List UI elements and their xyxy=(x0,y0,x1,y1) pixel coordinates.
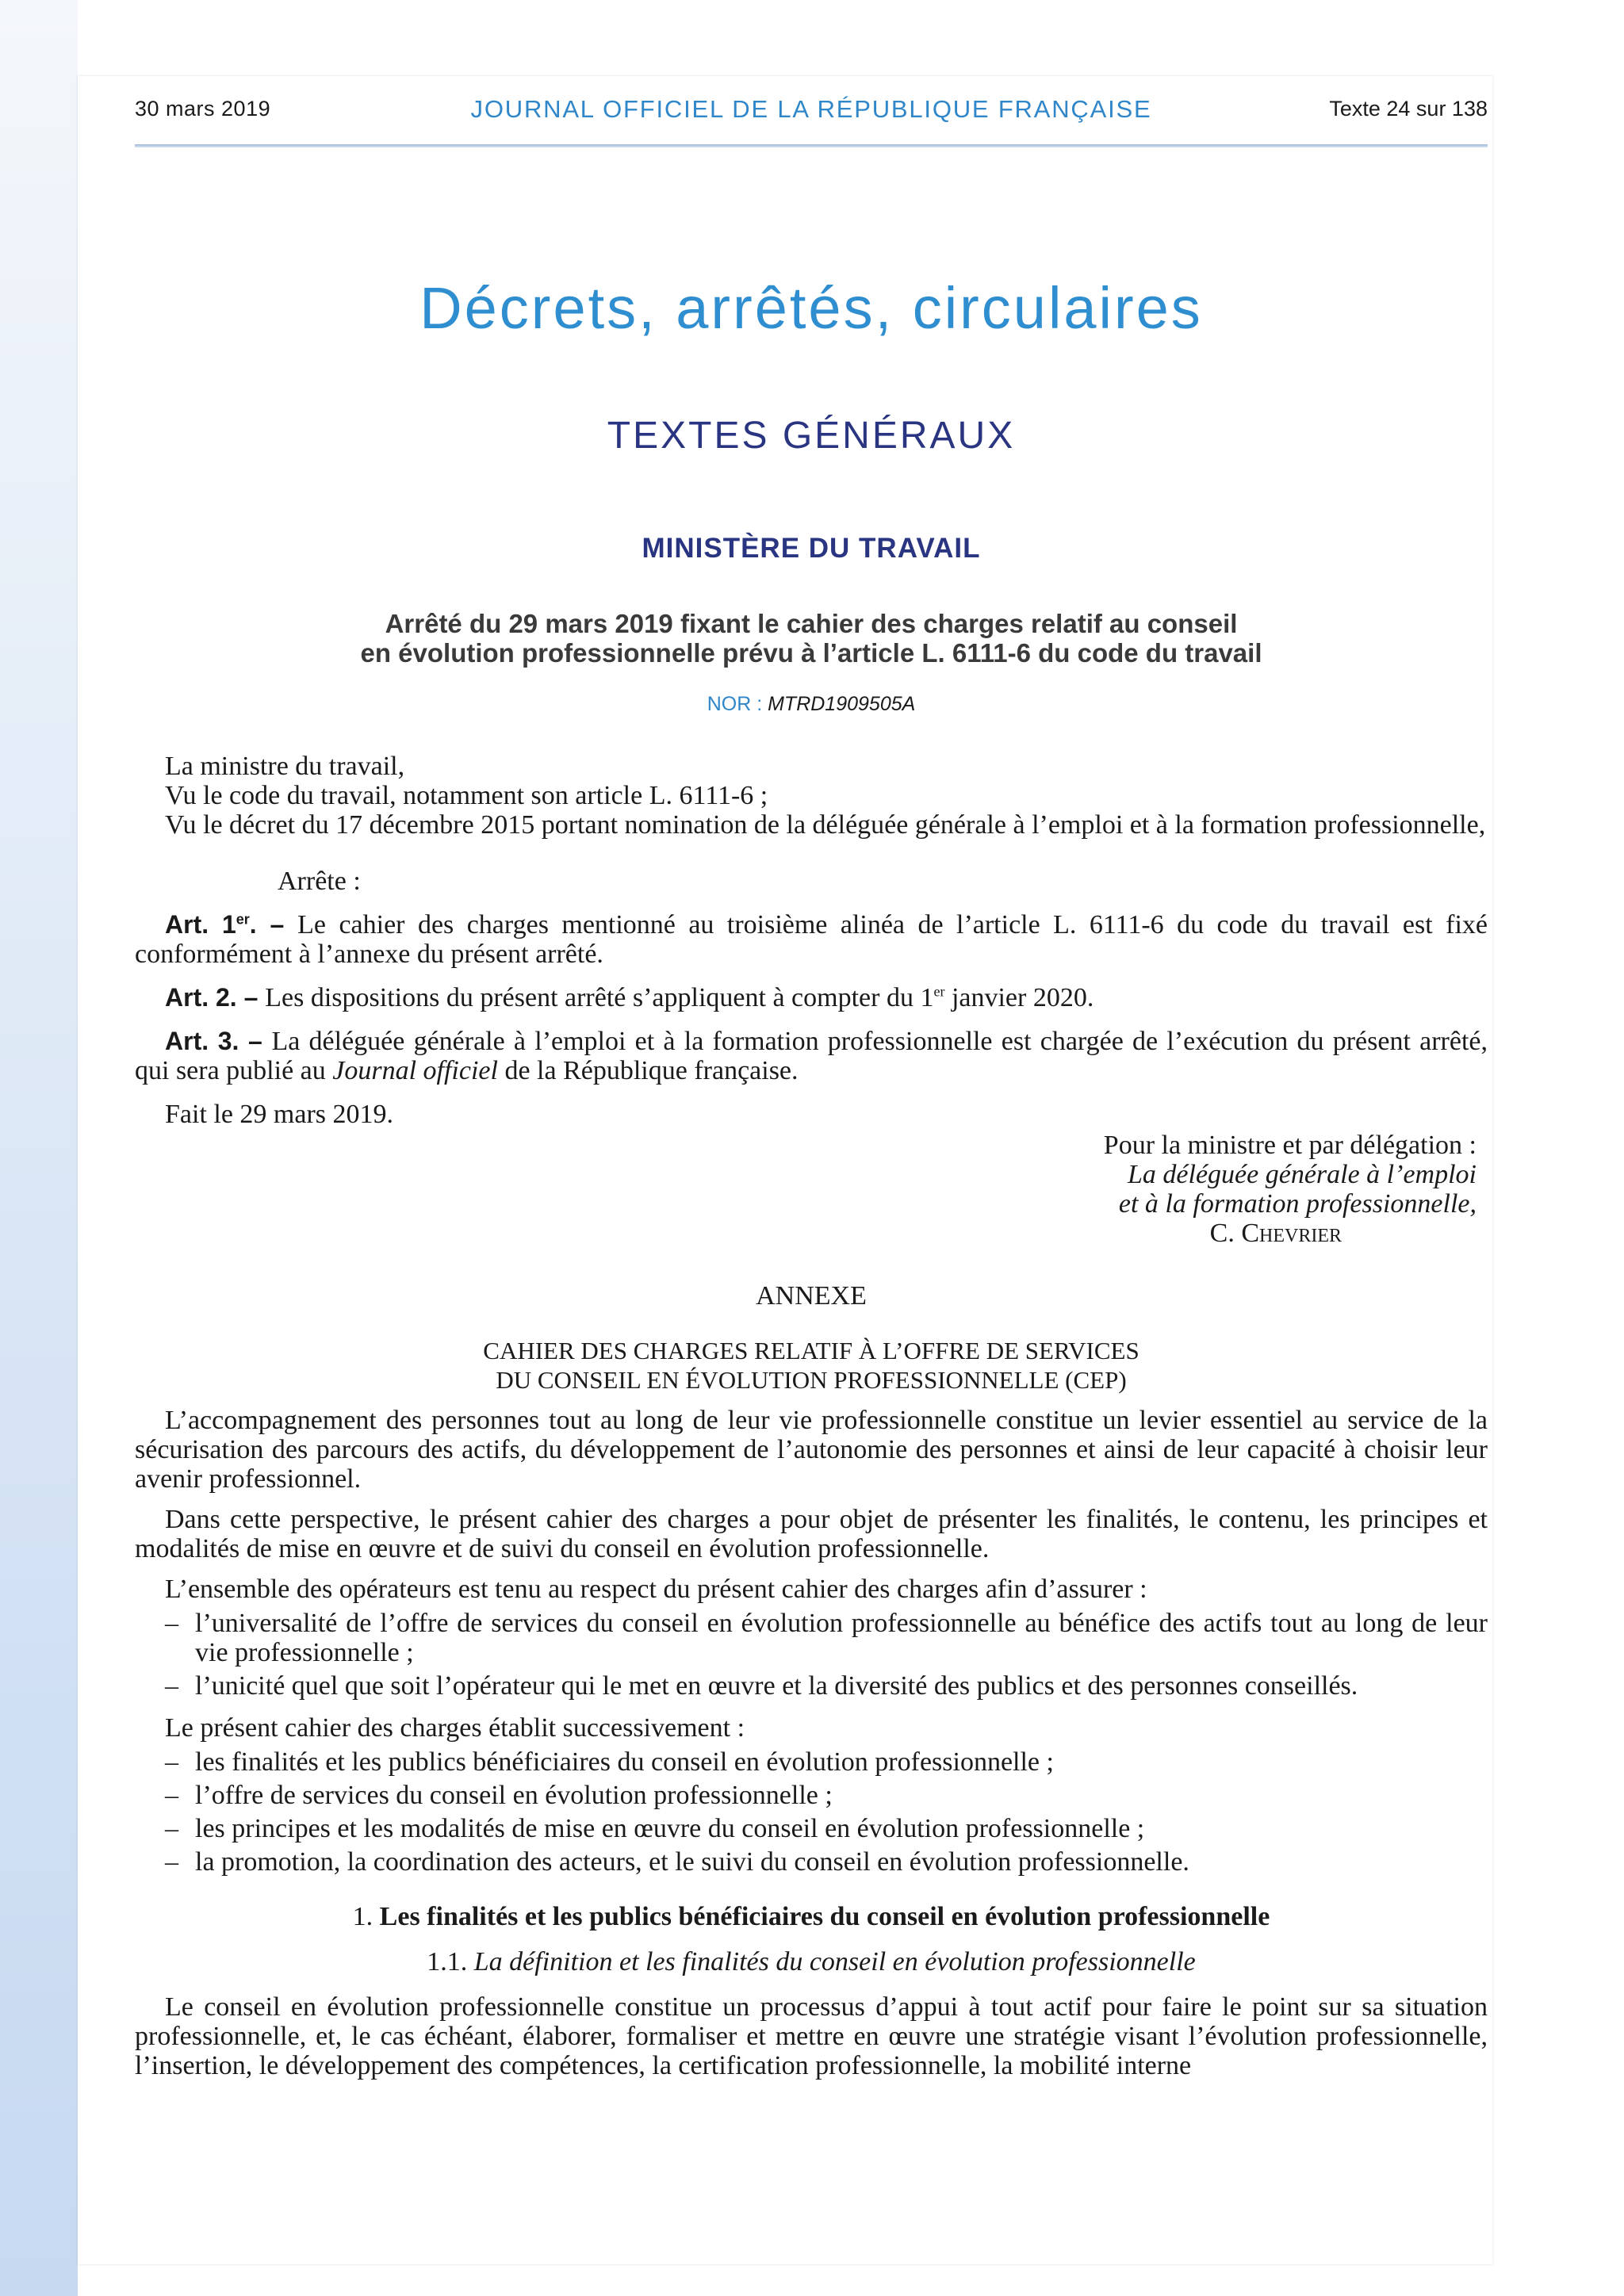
section-title: Décrets, arrêtés, circulaires xyxy=(419,275,1203,341)
ministry-heading: MINISTÈRE DU TRAVAIL xyxy=(642,533,981,564)
nor-label: NOR : xyxy=(707,693,763,715)
subsection-title: TEXTES GÉNÉRAUX xyxy=(607,415,1016,457)
list-item: – les principes et les modalités de mise en œuvre du conseil en évolution professionnelle ; xyxy=(165,1814,1145,1843)
annex-subtitle-line-1: CAHIER DES CHARGES RELATIF À L’OFFRE DE SERVICES xyxy=(483,1337,1139,1364)
signature-role-line-2: et à la formation professionnelle, xyxy=(1118,1189,1477,1219)
article-3-text: La déléguée générale à l’emploi et à la formation professionnelle est chargée de l’exécution du présent arrêté, qui sera publié au Journal officiel de la République française. xyxy=(135,1027,1488,1085)
article-2-label: Art. 2. – xyxy=(165,983,266,1012)
article-3 xyxy=(135,1027,1488,1085)
done-date: Fait le 29 mars 2019. xyxy=(165,1100,394,1129)
list-item: – la promotion, la coordination des acteurs, et le suivi du conseil en évolution professionnelle. xyxy=(165,1847,1189,1877)
signature-role-line-1: La déléguée générale à l’emploi xyxy=(1128,1160,1477,1189)
article-2 xyxy=(135,983,1488,1012)
heading-1: 1. Les finalités et les publics bénéficiaires du conseil en évolution professionnelle xyxy=(352,1902,1270,1931)
signature-block xyxy=(135,1131,1488,1248)
list-item: – l’universalité de l’offre de services du conseil en évolution professionnelle au bénéfice des actifs tout au long de leur vie professionnelle ; xyxy=(165,1609,1488,1667)
preamble-minister: La ministre du travail, xyxy=(165,752,405,781)
page-content xyxy=(135,76,1488,2080)
article-1-label: Art. 1er. – xyxy=(165,910,298,939)
arrete-word: Arrête : xyxy=(278,867,361,896)
list-item: – l’unicité quel que soit l’opérateur qui le met en œuvre et la diversité des publics et des personnes conseillés. xyxy=(165,1671,1358,1701)
arrete-title xyxy=(135,609,1488,668)
header-journal-title: JOURNAL OFFICIEL DE LA RÉPUBLIQUE FRANÇAISE xyxy=(470,95,1152,123)
decree-body xyxy=(135,752,1488,2095)
document-page xyxy=(78,76,1492,2264)
arrete-title-line-2: en évolution professionnelle prévu à l’article L. 6111-6 du code du travail xyxy=(360,638,1262,668)
article-3-label: Art. 3. – xyxy=(165,1027,272,1055)
article-1 xyxy=(135,910,1488,969)
header-divider xyxy=(135,144,1488,147)
signature-name: C. Chevrier xyxy=(1209,1219,1342,1248)
annex-paragraph-4: Le présent cahier des charges établit successivement : xyxy=(165,1713,745,1743)
nor-reference xyxy=(135,693,1488,716)
annex-paragraph-2: Dans cette perspective, le présent cahier des charges a pour objet de présenter les finalités, le contenu, les principes et modalités de mise en œuvre et de suivi du conseil en évolution professionnelle. xyxy=(135,1505,1488,1563)
left-margin-strip xyxy=(0,0,78,2296)
annex-paragraph-1: L’accompagnement des personnes tout au long de leur vie professionnelle constitue un levier essentiel au service de la sécurisation des parcours des actifs, du développement de l’autonomie des personnes et ainsi de leur capacité à choisir leur avenir professionnel. xyxy=(135,1406,1488,1494)
annex-paragraph-3: L’ensemble des opérateurs est tenu au respect du présent cahier des charges afin d’assurer : xyxy=(165,1575,1147,1604)
preamble-vu-decret: Vu le décret du 17 décembre 2015 portant nomination de la déléguée générale à l’emploi et à la formation professionnelle, xyxy=(165,810,1486,840)
preamble-vu-code: Vu le code du travail, notamment son article L. 6111-6 ; xyxy=(165,781,768,810)
annex-subtitle xyxy=(135,1336,1488,1395)
article-1-text: Le cahier des charges mentionné au troisième alinéa de l’article L. 6111-6 du code du travail est fixé conformément à l’annexe du présent arrêté. xyxy=(135,910,1488,969)
header-date: 30 mars 2019 xyxy=(135,97,271,121)
list-item: – les finalités et les publics bénéficiaires du conseil en évolution professionnelle ; xyxy=(165,1747,1054,1777)
running-header xyxy=(135,76,1488,151)
nor-value: MTRD1909505A xyxy=(768,693,916,715)
arrete-title-line-1: Arrêté du 29 mars 2019 fixant le cahier des charges relatif au conseil xyxy=(385,609,1238,638)
heading-1-1: 1.1. La définition et les finalités du conseil en évolution professionnelle xyxy=(427,1947,1196,1976)
article-2-text: Les dispositions du présent arrêté s’appliquent à compter du 1er janvier 2020. xyxy=(265,983,1094,1012)
list-item: – l’offre de services du conseil en évolution professionnelle ; xyxy=(165,1781,833,1810)
annex-subtitle-line-2: DU CONSEIL EN ÉVOLUTION PROFESSIONNELLE (CEP) xyxy=(496,1366,1127,1394)
annex-title: ANNEXE xyxy=(756,1281,867,1311)
header-page-number: Texte 24 sur 138 xyxy=(1329,97,1488,121)
signature-delegation: Pour la ministre et par délégation : xyxy=(1103,1131,1477,1160)
annex-paragraph-5: Le conseil en évolution professionnelle constitue un processus d’appui à tout actif pour faire le point sur sa situation professionnelle, et, le cas échéant, élaborer, formaliser et mettre en œuvre une stratégie visant l’évolution professionnelle, l’insertion, le développement des compétences, la certification professionnelle, la mobilité interne xyxy=(135,1992,1488,2080)
